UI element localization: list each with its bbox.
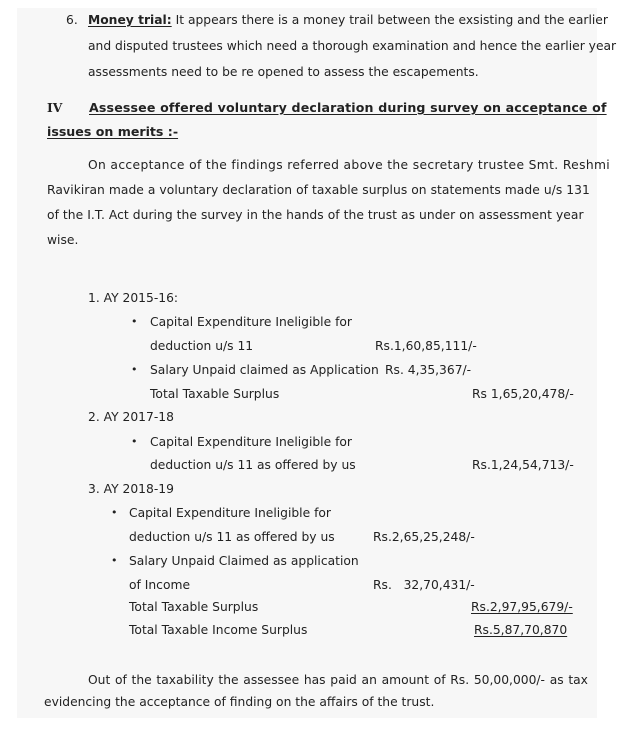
closing-word: amount — [381, 673, 430, 687]
ay-2018-item-2-line-1: Salary Unpaid Claimed as application — [129, 554, 359, 568]
closing-word: Out — [88, 673, 111, 687]
paragraph-line-4: wise. — [47, 233, 79, 247]
bullet-icon: • — [131, 363, 138, 376]
section-iv-heading-line-1: Assessee offered voluntary declaration during survey on acceptance of — [89, 100, 607, 115]
money-trial-title: Money trial: — [88, 13, 172, 27]
closing-line-1 — [88, 672, 588, 688]
ay-2017-item-1-line-2: deduction u/s 11 as offered by us — [150, 458, 356, 472]
ay-2015-total-label: Total Taxable Surplus — [150, 387, 280, 401]
ay-2015-item-2-line-1: Salary Unpaid claimed as Application — [150, 363, 379, 377]
ay-2018-total-amount: Rs.2,97,95,679/- — [471, 600, 573, 614]
section-6-number: 6. — [66, 13, 78, 27]
closing-word: as — [549, 673, 564, 687]
ay-2015-16-label: 1. AY 2015-16: — [88, 291, 179, 305]
paragraph-line-3: of the I.T. Act during the survey in the hands of the trust as under on assessment year — [47, 208, 584, 222]
paragraph-line-2: Ravikiran made a voluntary declaration of taxable surplus on statements made u/s 131 — [47, 183, 590, 197]
closing-word: the — [131, 673, 152, 687]
ay-2018-item-2-line-2: of Income — [129, 578, 191, 592]
ay-2018-item-1-line-1: Capital Expenditure Ineligible for — [129, 506, 331, 520]
bullet-icon: • — [111, 506, 118, 519]
closing-word: of — [114, 673, 127, 687]
section-6-line-3: assessments need to be re opened to assess the escapements. — [88, 65, 479, 79]
closing-word: has — [303, 673, 326, 687]
section-6-line-1 — [88, 12, 608, 28]
ay-2015-item-2-amount: Rs. 4,35,367/- — [385, 363, 472, 377]
section-iv-heading-line-2: issues on merits :- — [47, 124, 179, 139]
ay-2018-total-label: Total Taxable Surplus — [129, 600, 259, 614]
grand-total-amount: Rs.5,87,70,870 — [474, 623, 568, 637]
ay-2017-item-1-line-1: Capital Expenditure Ineligible for — [150, 435, 352, 449]
closing-word: of — [433, 673, 446, 687]
closing-word: the — [218, 673, 239, 687]
ay-2017-18-label: 2. AY 2017-18 — [88, 410, 174, 424]
ay-2018-item-1-line-2: deduction u/s 11 as offered by us — [129, 530, 335, 544]
ay-2015-item-1-line-1: Capital Expenditure Ineligible for — [150, 315, 352, 329]
ay-2017-item-1-amount: Rs.1,24,54,713/- — [472, 458, 574, 472]
closing-word: paid — [330, 673, 357, 687]
bullet-icon: • — [131, 315, 138, 328]
closing-word: an — [361, 673, 377, 687]
closing-line-2: evidencing the acceptance of finding on the affairs of the trust. — [44, 695, 435, 709]
ay-2015-item-1-amount: Rs.1,60,85,111/- — [375, 339, 477, 353]
section-6-line-2: and disputed trustees which need a thorough examination and hence the earlier year — [88, 39, 617, 53]
bullet-icon: • — [131, 435, 138, 448]
closing-word: taxability — [156, 673, 214, 687]
section-iv-numeral: IV — [47, 100, 63, 115]
ay-2015-total-amount: Rs 1,65,20,478/- — [472, 387, 574, 401]
closing-word: assessee — [243, 673, 300, 687]
paragraph-line-1: On acceptance of the findings referred above the secretary trustee Smt. Reshmi — [88, 158, 611, 172]
money-trial-text: It appears there is a money trail between the exsisting and the earlier — [175, 13, 608, 27]
closing-word: tax — [568, 673, 588, 687]
bullet-icon: • — [111, 554, 118, 567]
ay-2018-19-label: 3. AY 2018-19 — [88, 482, 174, 496]
ay-2018-item-2-amount: Rs. 32,70,431/- — [373, 578, 475, 592]
ay-2018-item-1-amount: Rs.2,65,25,248/- — [373, 530, 475, 544]
closing-word: Rs. — [450, 673, 470, 687]
grand-total-label: Total Taxable Income Surplus — [129, 623, 308, 637]
ay-2015-item-1-line-2: deduction u/s 11 — [150, 339, 254, 353]
closing-word: 50,00,000/- — [473, 673, 545, 687]
